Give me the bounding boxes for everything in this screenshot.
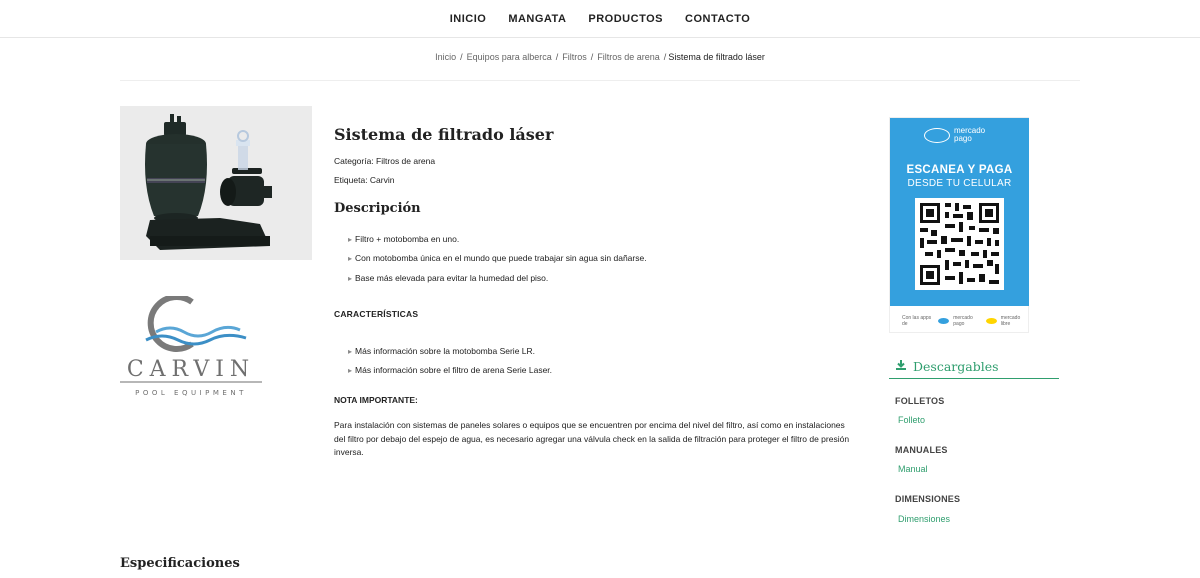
mercadopago-logo-line2: pago	[954, 134, 972, 143]
breadcrumb-inicio[interactable]: Inicio	[435, 52, 457, 62]
features-heading: CARACTERÍSTICAS	[334, 309, 419, 319]
handshake-icon	[924, 128, 950, 143]
download-link-folleto[interactable]: Folleto	[898, 415, 926, 425]
breadcrumb-filtros-arena[interactable]: Filtros de arena	[597, 52, 660, 62]
mercadopago-card[interactable]	[889, 117, 1029, 333]
mercadopago-headline: ESCANEA Y PAGA	[906, 164, 1013, 176]
divider	[120, 80, 1080, 81]
nav-contacto[interactable]: CONTACTO	[685, 12, 751, 25]
brand-logo	[120, 296, 262, 398]
mercadopago-banner	[890, 118, 1029, 306]
mercadopago-footer	[902, 315, 1028, 327]
nav-mangata[interactable]: MANGATA	[508, 12, 567, 25]
download-group-manuales: MANUALES	[895, 445, 948, 455]
brand-tagline: POOL EQUIPMENT	[135, 389, 247, 397]
breadcrumb-equipos[interactable]: Equipos para alberca	[466, 52, 552, 62]
breadcrumb-filtros[interactable]: Filtros	[562, 52, 587, 62]
brand-name: CARVIN	[126, 357, 256, 382]
note-text: Para instalación con sistemas de paneles solares o equipos que se encuentren por encima del nivel del filtro, así como en instalaciones del filtro por debajo del espejo de agua, es necesario agregar una válvula check en la salida de filtración para proteger el filtro de presión inversa.	[334, 420, 850, 457]
download-icon	[895, 359, 907, 374]
mercadopago-logo	[924, 127, 985, 143]
mercadolibre-app-icon	[986, 318, 997, 324]
nav-inicio[interactable]: INICIO	[449, 12, 487, 25]
download-link-manual[interactable]: Manual	[898, 464, 928, 474]
downloads-divider	[889, 378, 1059, 379]
mercadopago-logo-line1: mercado	[954, 126, 986, 135]
specifications-heading: Especificaciones	[120, 556, 240, 571]
breadcrumb-separator: /	[460, 52, 463, 62]
product-category: Categoría: Filtros de arena	[334, 156, 436, 166]
description-heading: Descripción	[334, 201, 421, 216]
download-group-folletos: FOLLETOS	[895, 396, 945, 406]
breadcrumb	[120, 52, 1080, 62]
downloads-heading	[895, 359, 999, 374]
download-group-dimensiones: DIMENSIONES	[895, 494, 961, 504]
breadcrumb-separator: /	[663, 52, 667, 62]
breadcrumb-current: Sistema de filtrado láser	[668, 52, 765, 62]
product-title: Sistema de filtrado láser	[334, 125, 554, 144]
main-nav	[0, 0, 1200, 38]
feature-link-filtro[interactable]: ▸ Más información sobre el filtro de arena Serie Laser.	[348, 365, 552, 375]
mercadolibre-app-label: mercado libre	[1000, 315, 1021, 327]
product-tag: Etiqueta: Carvin	[334, 175, 395, 185]
description-bullet: ▸ Con motobomba única en el mundo que puede trabajar sin agua sin dañarse.	[348, 253, 647, 263]
description-bullet: ▸ Base más elevada para evitar la humedad del piso.	[348, 273, 548, 283]
mercadopago-footer-text: Con las apps de	[902, 315, 932, 327]
mercadopago-app-label: mercado pago	[953, 315, 973, 327]
note-heading: NOTA IMPORTANTE:	[334, 395, 418, 405]
download-link-dimensiones[interactable]: Dimensiones	[898, 514, 951, 524]
downloads-title: Descargables	[913, 359, 999, 374]
mercadopago-app-icon	[938, 318, 949, 324]
qr-code	[915, 198, 1004, 290]
feature-link-motobomba[interactable]: ▸ Más información sobre la motobomba Serie LR.	[348, 346, 535, 356]
breadcrumb-separator: /	[555, 52, 559, 62]
breadcrumb-separator: /	[590, 52, 594, 62]
product-image[interactable]	[120, 106, 312, 260]
description-bullet: ▸ Filtro + motobomba en uno.	[348, 234, 459, 244]
nav-productos[interactable]: PRODUCTOS	[588, 12, 663, 25]
mercadopago-subheadline: DESDE TU CELULAR	[907, 178, 1012, 189]
